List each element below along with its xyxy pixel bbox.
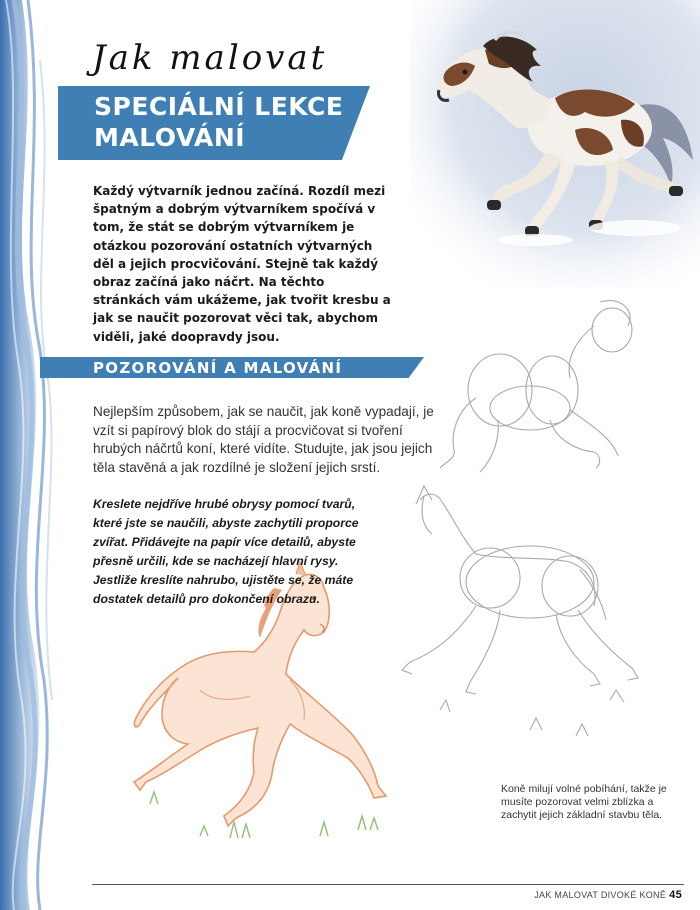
- intro-paragraph: Každý výtvarník jednou začíná. Rozdíl mezi špatným a dobrým výtvarníkem spočívá v tom, že stát se dobrým výtvarníkem je otázkou pozorování ostatních výtvarných děl a jejich procvičování. Stejně tak každý obraz začíná jako náčrt. Na těchto stránkách vám ukážeme, jak tvořit kresbu a jak se naučit pozorovat věci tak, abychom viděli, jaké doopravdy jsou.: [93, 184, 391, 344]
- running-title: JAK MALOVAT DIVOKÉ KONĚ: [534, 890, 667, 900]
- image-caption: Koně milují volné pobíhání, takže je musíte pozorovat velmi zblízka a zachytit jejich základní stavbu těla.: [501, 783, 667, 821]
- section-heading: POZOROVÁNÍ A MALOVÁNÍ: [93, 359, 343, 377]
- page-title-line-1: SPECIÁLNÍ LEKCE: [94, 92, 344, 121]
- page-title-line-2: MALOVÁNÍ: [94, 123, 246, 152]
- page-title: [94, 91, 374, 153]
- page-footer: [534, 889, 682, 901]
- pinto-horse-photo: [425, 20, 700, 250]
- body-paragraph: Nejlepším způsobem, jak se naučit, jak koně vypadají, je vzít si papírový blok do stájí a procvičovat si tvoření hrubých náčrtů koní, které vidíte. Studujte, jak jsou jejich těla stavěná a jak rozdílné je složení jejich srstí.: [93, 404, 434, 475]
- section-kicker: Jak malovat: [92, 38, 328, 78]
- footer-rule: [92, 884, 684, 885]
- page-number: 45: [669, 889, 682, 901]
- construction-sketches: [380, 290, 700, 750]
- tip-paragraph: Kreslete nejdříve hrubé obrysy pomocí tvarů, které jste se naučili, abyste zachytili proporce zvířat. Přidávejte na papír více detailů, abyste přesně určili, kde se nacházejí hlavní rysy. Jestliže kreslíte nahrubo, ujistěte se, že máte dostatek detailů pro dokončení obrazu.: [93, 497, 359, 606]
- decorative-waves: [0, 0, 60, 910]
